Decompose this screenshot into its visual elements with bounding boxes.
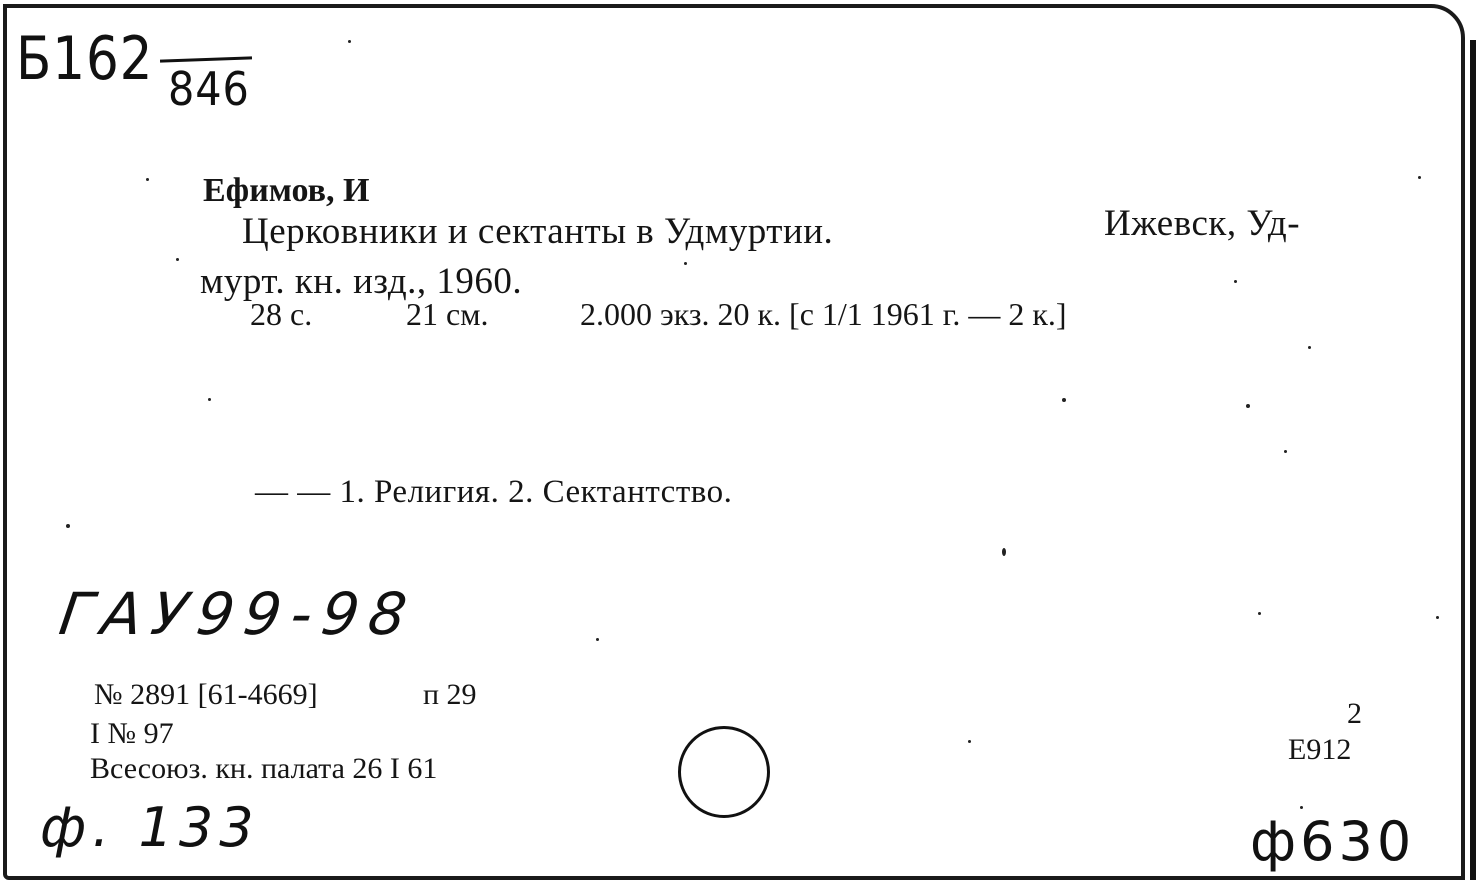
inventory-code: ГАУ99-98 — [55, 580, 421, 648]
speck — [1300, 806, 1303, 809]
shelfmark-main: Б162 — [16, 24, 154, 94]
speck — [1002, 548, 1006, 556]
title-statement: Церковники и сектанты в Удмуртии. — [242, 211, 834, 252]
record-pn: п 29 — [423, 678, 477, 711]
speck — [596, 638, 599, 641]
imprint-publisher-year: мурт. кн. изд., 1960. — [200, 261, 523, 302]
classification-index: Е912 — [1288, 733, 1352, 766]
fond-number-right: ф630 — [1250, 810, 1416, 873]
speck — [1258, 612, 1261, 615]
speck — [66, 524, 70, 528]
speck — [1436, 616, 1439, 619]
speck — [1234, 280, 1237, 283]
speck — [684, 262, 687, 265]
collation-pages: 28 с. — [250, 296, 313, 332]
record-number: № 2891 [61-4669] — [94, 678, 318, 711]
classification-superscript: 2 — [1347, 697, 1362, 730]
record-issue: I № 97 — [90, 717, 174, 750]
fond-number-left: ф. 133 — [40, 796, 260, 859]
imprint-place: Ижевск, Уд- — [1104, 203, 1301, 244]
punch-hole-circle — [678, 726, 770, 818]
speck — [146, 178, 149, 181]
speck — [176, 258, 179, 261]
speck — [1418, 176, 1421, 179]
speck — [208, 398, 211, 401]
shelfmark-sub: 846 — [168, 62, 250, 116]
speck — [1308, 346, 1311, 349]
book-chamber-line: Всесоюз. кн. палата 26 I 61 — [90, 752, 438, 785]
author-heading: Ефимов, И — [203, 172, 370, 209]
speck — [348, 40, 351, 43]
speck — [968, 740, 971, 743]
speck — [1062, 398, 1066, 402]
collation-copies-price: 2.000 экз. 20 к. [с 1/1 1961 г. — 2 к.] — [580, 296, 1067, 332]
speck — [1284, 450, 1287, 453]
speck — [1246, 404, 1250, 408]
card-edge — [1470, 40, 1476, 880]
collation-size: 21 см. — [406, 296, 489, 332]
subject-headings: — — 1. Религия. 2. Сектантство. — [255, 474, 733, 510]
